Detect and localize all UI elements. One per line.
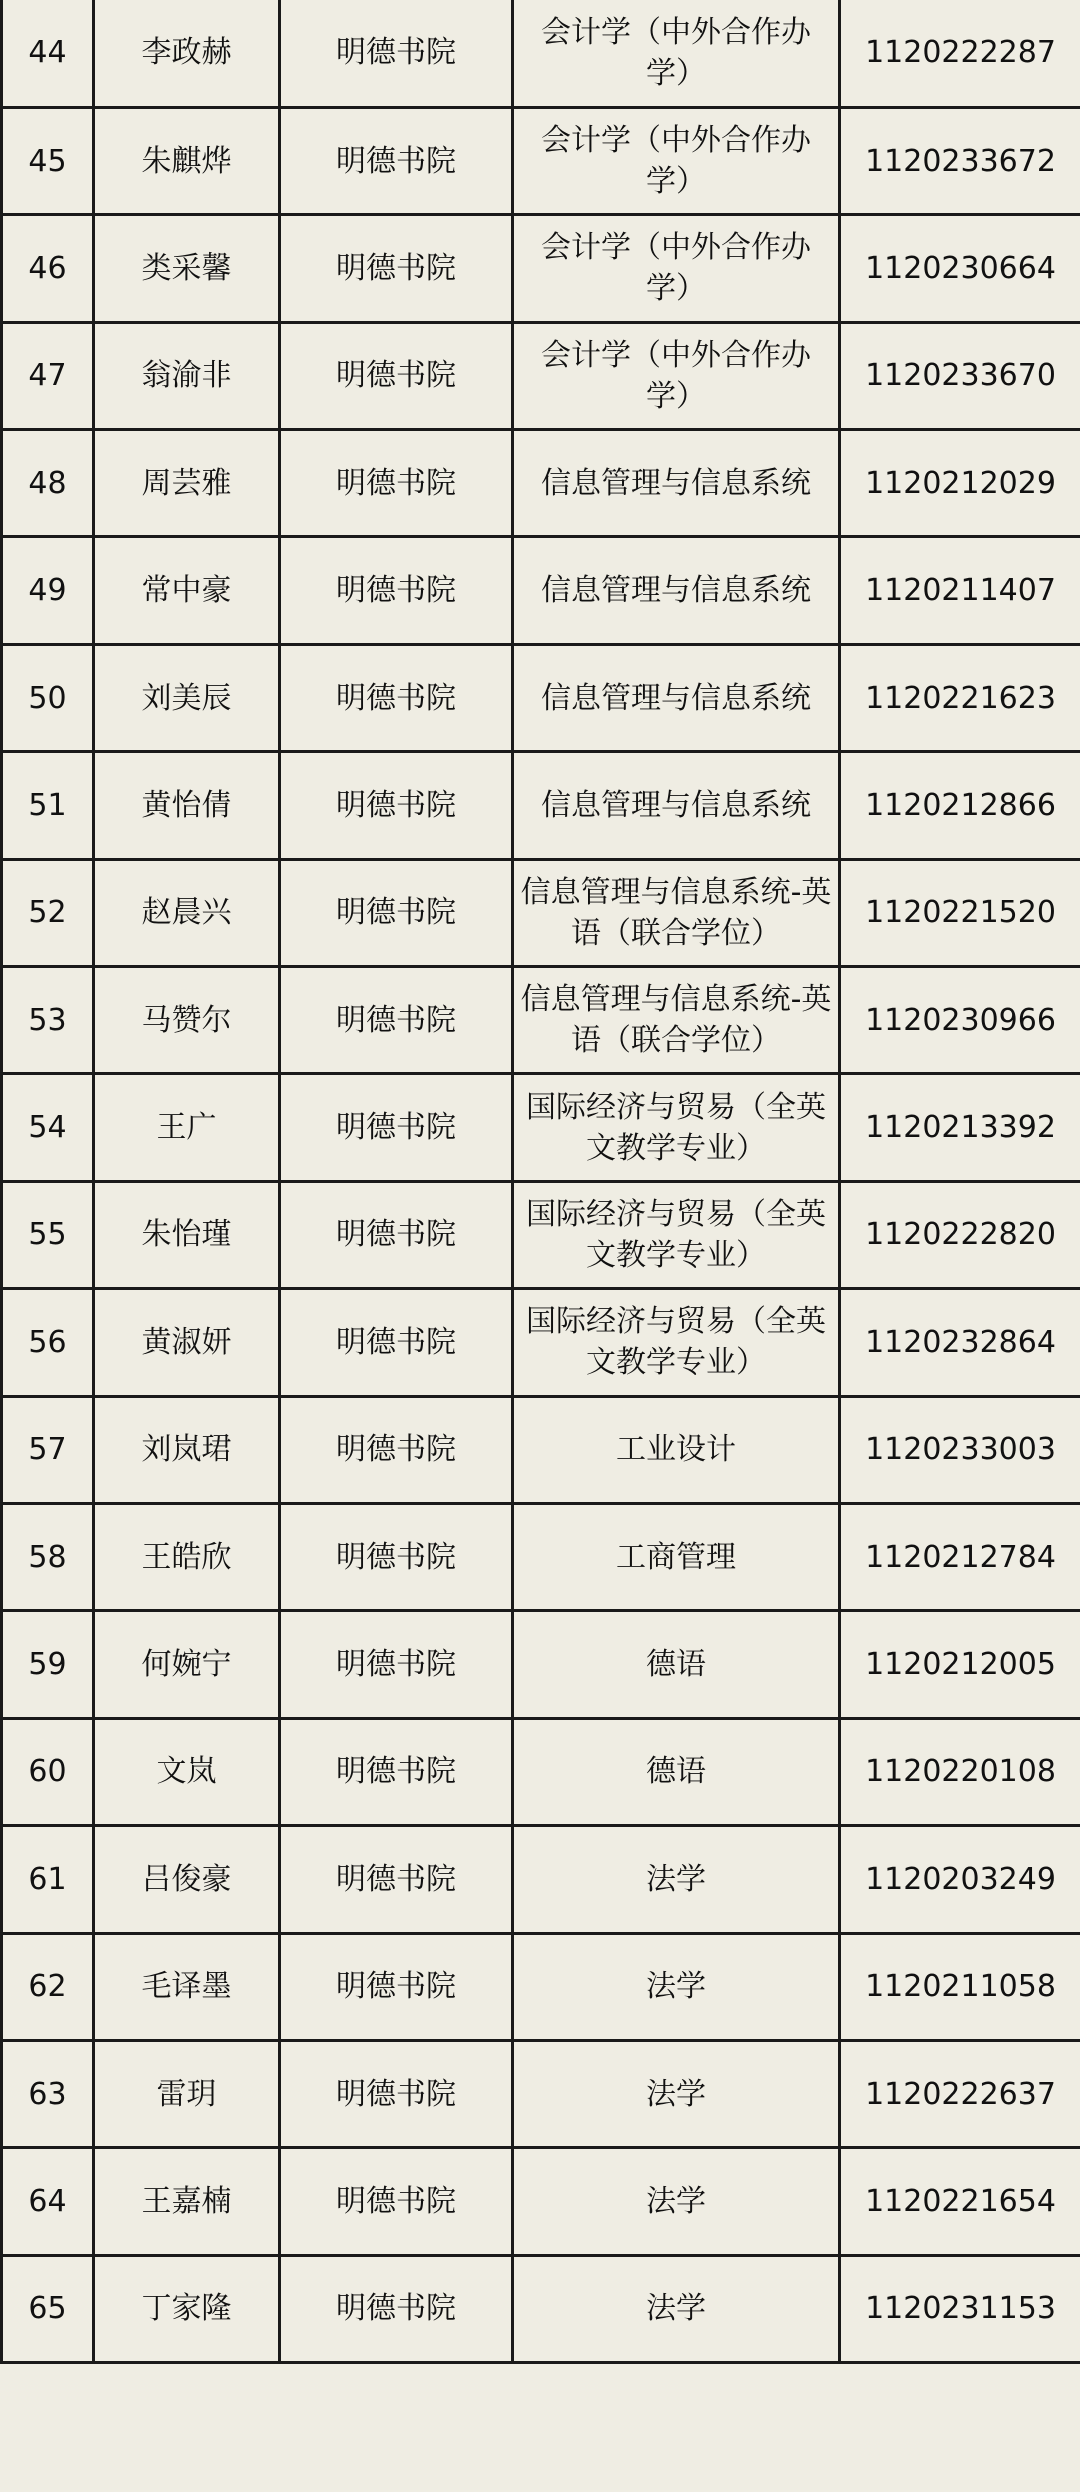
college-cell: 明德书院: [280, 859, 513, 966]
table-row: [2, 1611, 1080, 1718]
student-id-cell: 1120212866: [840, 752, 1080, 859]
student-name-cell: 黄淑妍: [94, 1289, 280, 1396]
college-cell: 明德书院: [280, 1289, 513, 1396]
college-cell: 明德书院: [280, 215, 513, 322]
major-cell: 德语: [513, 1718, 840, 1825]
row-number-cell: 51: [2, 752, 94, 859]
table-row: [2, 2255, 1080, 2362]
student-name-cell: 毛译墨: [94, 1933, 280, 2040]
student-name-cell: 翁渝非: [94, 322, 280, 429]
table-row: [2, 1826, 1080, 1933]
student-name-cell: 刘美辰: [94, 644, 280, 751]
major-cell: 会计学（中外合作办学）: [513, 322, 840, 429]
row-number-cell: 57: [2, 1396, 94, 1503]
row-number-cell: 49: [2, 537, 94, 644]
college-cell: 明德书院: [280, 1826, 513, 1933]
row-number-cell: 64: [2, 2148, 94, 2255]
major-cell: 会计学（中外合作办学）: [513, 0, 840, 107]
roster-body: [2, 0, 1080, 2363]
row-number-cell: 44: [2, 0, 94, 107]
college-cell: 明德书院: [280, 1181, 513, 1288]
student-id-cell: 1120211407: [840, 537, 1080, 644]
row-number-cell: 45: [2, 107, 94, 214]
table-row: [2, 1289, 1080, 1396]
major-cell: 工商管理: [513, 1503, 840, 1610]
row-number-cell: 50: [2, 644, 94, 751]
major-cell: 信息管理与信息系统: [513, 644, 840, 751]
student-id-cell: 1120203249: [840, 1826, 1080, 1933]
student-id-cell: 1120232864: [840, 1289, 1080, 1396]
college-cell: 明德书院: [280, 1074, 513, 1181]
major-cell: 信息管理与信息系统: [513, 430, 840, 537]
student-id-cell: 1120221654: [840, 2148, 1080, 2255]
student-id-cell: 1120231153: [840, 2255, 1080, 2362]
table-row: [2, 0, 1080, 107]
row-number-cell: 48: [2, 430, 94, 537]
college-cell: 明德书院: [280, 107, 513, 214]
table-row: [2, 1181, 1080, 1288]
student-name-cell: 周芸雅: [94, 430, 280, 537]
table-row: [2, 2148, 1080, 2255]
student-id-cell: 1120221623: [840, 644, 1080, 751]
major-cell: 法学: [513, 1933, 840, 2040]
college-cell: 明德书院: [280, 1718, 513, 1825]
table-row: [2, 537, 1080, 644]
student-name-cell: 常中豪: [94, 537, 280, 644]
student-name-cell: 李政赫: [94, 0, 280, 107]
student-id-cell: 1120221520: [840, 859, 1080, 966]
college-cell: 明德书院: [280, 537, 513, 644]
major-cell: 信息管理与信息系统-英语（联合学位）: [513, 859, 840, 966]
major-cell: 工业设计: [513, 1396, 840, 1503]
table-row: [2, 967, 1080, 1074]
student-id-cell: 1120220108: [840, 1718, 1080, 1825]
student-name-cell: 丁家隆: [94, 2255, 280, 2362]
row-number-cell: 62: [2, 1933, 94, 2040]
major-cell: 法学: [513, 2148, 840, 2255]
table-row: [2, 644, 1080, 751]
major-cell: 德语: [513, 1611, 840, 1718]
college-cell: 明德书院: [280, 752, 513, 859]
student-name-cell: 黄怡倩: [94, 752, 280, 859]
college-cell: 明德书院: [280, 2255, 513, 2362]
student-id-cell: 1120212029: [840, 430, 1080, 537]
row-number-cell: 60: [2, 1718, 94, 1825]
table-row: [2, 2040, 1080, 2147]
table-row: [2, 1718, 1080, 1825]
student-id-cell: 1120230966: [840, 967, 1080, 1074]
row-number-cell: 56: [2, 1289, 94, 1396]
major-cell: 国际经济与贸易（全英文教学专业）: [513, 1074, 840, 1181]
college-cell: 明德书院: [280, 1396, 513, 1503]
row-number-cell: 61: [2, 1826, 94, 1933]
student-name-cell: 刘岚珺: [94, 1396, 280, 1503]
student-name-cell: 朱怡瑾: [94, 1181, 280, 1288]
row-number-cell: 65: [2, 2255, 94, 2362]
table-row: [2, 752, 1080, 859]
college-cell: 明德书院: [280, 967, 513, 1074]
college-cell: 明德书院: [280, 2040, 513, 2147]
major-cell: 法学: [513, 1826, 840, 1933]
table-row: [2, 1933, 1080, 2040]
student-id-cell: 1120222637: [840, 2040, 1080, 2147]
table-row: [2, 322, 1080, 429]
table-row: [2, 1503, 1080, 1610]
student-id-cell: 1120230664: [840, 215, 1080, 322]
student-name-cell: 文岚: [94, 1718, 280, 1825]
table-row: [2, 859, 1080, 966]
row-number-cell: 58: [2, 1503, 94, 1610]
student-id-cell: 1120222287: [840, 0, 1080, 107]
student-id-cell: 1120222820: [840, 1181, 1080, 1288]
college-cell: 明德书院: [280, 430, 513, 537]
student-name-cell: 朱麒烨: [94, 107, 280, 214]
college-cell: 明德书院: [280, 1933, 513, 2040]
student-name-cell: 何婉宁: [94, 1611, 280, 1718]
major-cell: 法学: [513, 2040, 840, 2147]
student-id-cell: 1120213392: [840, 1074, 1080, 1181]
student-id-cell: 1120233672: [840, 107, 1080, 214]
major-cell: 会计学（中外合作办学）: [513, 215, 840, 322]
college-cell: 明德书院: [280, 644, 513, 751]
college-cell: 明德书院: [280, 322, 513, 429]
table-row: [2, 430, 1080, 537]
major-cell: 信息管理与信息系统-英语（联合学位）: [513, 967, 840, 1074]
student-id-cell: 1120233003: [840, 1396, 1080, 1503]
student-id-cell: 1120233670: [840, 322, 1080, 429]
major-cell: 信息管理与信息系统: [513, 537, 840, 644]
college-cell: 明德书院: [280, 1503, 513, 1610]
student-name-cell: 雷玥: [94, 2040, 280, 2147]
college-cell: 明德书院: [280, 0, 513, 107]
table-row: [2, 215, 1080, 322]
row-number-cell: 55: [2, 1181, 94, 1288]
college-cell: 明德书院: [280, 1611, 513, 1718]
student-id-cell: 1120212005: [840, 1611, 1080, 1718]
table-row: [2, 1396, 1080, 1503]
student-name-cell: 马赞尔: [94, 967, 280, 1074]
student-name-cell: 王嘉楠: [94, 2148, 280, 2255]
major-cell: 国际经济与贸易（全英文教学专业）: [513, 1289, 840, 1396]
student-name-cell: 类采馨: [94, 215, 280, 322]
student-name-cell: 赵晨兴: [94, 859, 280, 966]
major-cell: 国际经济与贸易（全英文教学专业）: [513, 1181, 840, 1288]
row-number-cell: 52: [2, 859, 94, 966]
major-cell: 信息管理与信息系统: [513, 752, 840, 859]
row-number-cell: 59: [2, 1611, 94, 1718]
major-cell: 会计学（中外合作办学）: [513, 107, 840, 214]
student-name-cell: 王广: [94, 1074, 280, 1181]
college-cell: 明德书院: [280, 2148, 513, 2255]
row-number-cell: 46: [2, 215, 94, 322]
major-cell: 法学: [513, 2255, 840, 2362]
table-row: [2, 107, 1080, 214]
student-id-cell: 1120212784: [840, 1503, 1080, 1610]
row-number-cell: 54: [2, 1074, 94, 1181]
table-row: [2, 1074, 1080, 1181]
row-number-cell: 53: [2, 967, 94, 1074]
student-name-cell: 吕俊豪: [94, 1826, 280, 1933]
row-number-cell: 63: [2, 2040, 94, 2147]
student-name-cell: 王皓欣: [94, 1503, 280, 1610]
row-number-cell: 47: [2, 322, 94, 429]
student-id-cell: 1120211058: [840, 1933, 1080, 2040]
